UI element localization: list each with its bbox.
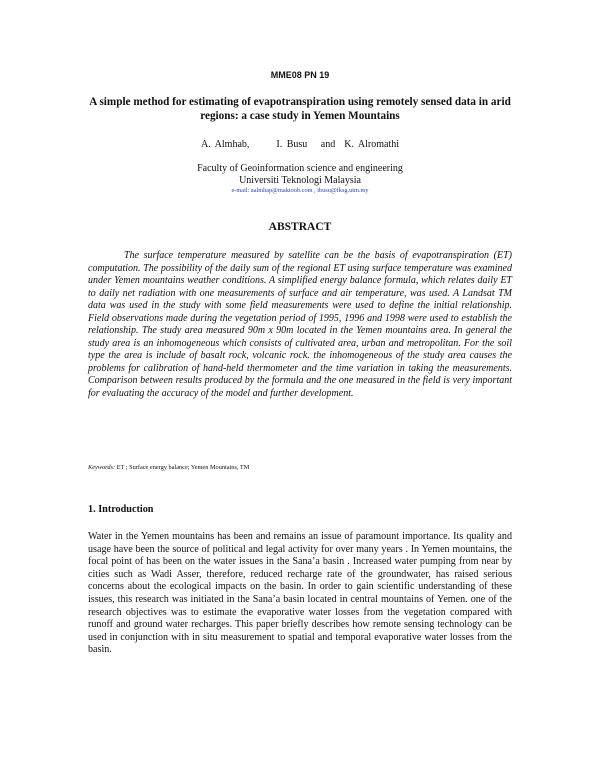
keywords-text: ET ; Surface energy balance; Yemen Mountains, TM [115,464,250,471]
affiliation-faculty: Faculty of Geoinformation science and engineering [197,163,403,174]
introduction-body [88,531,512,657]
affiliation [0,163,600,187]
abstract-text: The surface temperature measured by satellite can be the basis of evapotranspiration (ET) computation. The possibility of the daily sum of the regional ET using surface temperature was examined under Yemen mountains weather conditions. A simplified energy balance formula, which relates daily ET to daily net radiation with one measurements of surface and air temperature, was used. A Landsat TM data was used in the study with some field measurements were used to define the initial relationship. Field observations made during the vegetation period of 1995, 1996 and 1998 were used to establish the relationship. The study area measured 90m x 90m located in the Yemen mountains area. In general the study area is an inhomogeneous which consists of cultivated area, urban and metropolitan. For the soil type the area is include of basalt rock, volcanic rock. the inhomogeneous of the study area causes the problems for calibration of hand-held thermometer and the time variation in taking the measurements. Comparison between results produced by the formula and the one measured in the field is very important for evaluating the accuracy of the model and further development. [88,250,512,400]
author-list: A. Almhab, I. Busu and K. Alromathi [201,139,399,150]
author-email: e-mail: aalmhap@maktoob.com , ibusu@fksg.utm.my [231,187,369,194]
paper-title: A simple method for estimating of evapotranspiration using remotely sensed data in arid regions: a case study in Yemen Mountains [89,96,511,122]
introduction-paragraph: Water in the Yemen mountains has been and remains an issue of paramount importance. Its quality and usage have been the source of political and legal activity for over many years . In Yemen mountains, the focal point of has been on the water issues in the Sana’a basin . Increased water pumping from near by cities such as Wadi Asser, therefore, reduced recharge rate of the groundwater, has raised serious concerns about the ecological impacts on the basin. In order to gain scientific understanding of these issues, this research was initiated in the Sana’a basin located in central mountains of Yemen. one of the research objectives was to estimate the evaporative water losses from the vegetation compared with runoff and ground water recharges. This paper briefly describes how remote sensing technology can be used in conjunction with in situ measurement to spatial and temporal evaporative water losses from the basin. [88,531,512,656]
keywords-label: Keywords: [88,464,116,471]
affiliation-university: Universiti Teknologi Malaysia [239,175,361,186]
abstract [88,250,512,401]
abstract-heading: ABSTRACT [268,221,332,233]
paper-code: MME08 PN 19 [270,70,330,80]
keywords [88,464,512,471]
section-heading-introduction: 1. Introduction [88,504,154,515]
